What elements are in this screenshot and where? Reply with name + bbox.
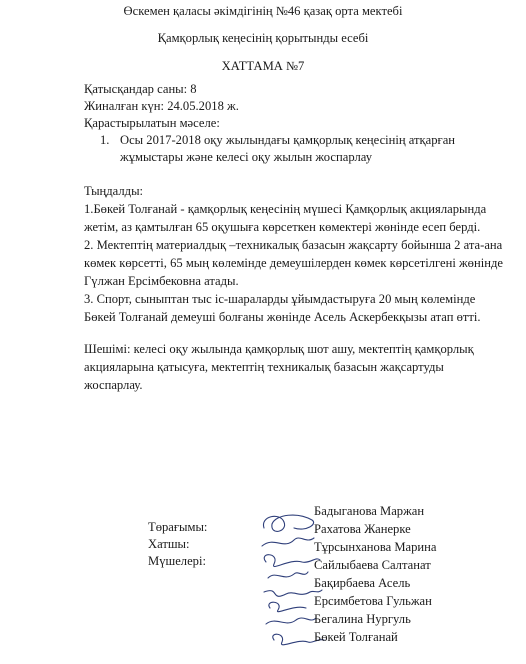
heard-line: көмек көрсетті, 65 мың көлемінде демеушілерден көмек көрсетілгені жөнінде — [84, 256, 503, 270]
school-name: Өскемен қаласы әкімдігінің №46 қазақ орта мектебі — [123, 4, 403, 18]
meeting-date: Жиналған күн: 24.05.2018 ж. — [84, 99, 239, 113]
signature-name: Бөкей Толғанай — [314, 630, 398, 644]
heard-line: 3. Спорт, сыныптан тыс іс-шараларды ұйымдастыруға 20 мың көлемінде — [84, 292, 476, 306]
chair-label: Төрағымы: — [148, 520, 208, 534]
heard-line: жетім, аз қамтылған 65 оқушыға көрсеткен көмектері жөнінде есеп берді. — [84, 220, 481, 234]
decision-line: жоспарлау. — [84, 378, 143, 392]
signature-name: Ерсимбетова Гульжан — [314, 594, 432, 608]
report-title: Қамқорлық кеңесінің қорытынды есебі — [157, 31, 369, 45]
heard-line: 1.Бөкей Толғанай - қамқорлық кеңесінің мүшесі Қамқорлық акцияларында — [84, 202, 487, 216]
decision-line: Шешімі: келесі оқу жылында қамқорлық шот ашу, мектептің қамқорлық — [84, 342, 474, 356]
heard-line: 2. Мектептің материалдық –техникалық базасын жақсарту бойынша 2 ата-ана — [84, 238, 503, 252]
secretary-label: Хатшы: — [148, 537, 190, 551]
signature-name: Тұрсынханова Марина — [314, 540, 437, 554]
heard-title: Тыңдалды: — [84, 184, 144, 198]
participants-count: Қатысқандар саны: 8 — [84, 82, 197, 96]
heard-line: Бөкей Толғанай демеуші болғаны жөнінде Асель Аскербекқызы атап өтті. — [84, 310, 481, 324]
signature-name: Бегалина Нургуль — [314, 612, 411, 626]
heard-line: Гүлжан Ерсімбековна атады. — [84, 274, 239, 288]
agenda-title: Қарастырылатын мәселе: — [84, 116, 220, 130]
protocol-number: ХАТТАМА №7 — [221, 59, 305, 73]
signature-name: Сайлыбаева Салтанат — [314, 558, 431, 572]
signature-name: Бадыганова Маржан — [314, 504, 425, 518]
signature-name: Бақирбаева Асель — [314, 576, 411, 590]
signature-name: Рахатова Жанерке — [314, 522, 411, 536]
agenda-item-number: 1. — [100, 133, 110, 147]
members-label: Мүшелері: — [148, 554, 206, 568]
decision-line: акцияларына қатысуға, мектептің техникалық базасын жақсартуды — [84, 360, 444, 374]
agenda-item-line-2: жұмыстары және келесі оқу жылын жоспарлау — [120, 150, 372, 164]
agenda-item-line-1: Осы 2017-2018 оқу жылындағы қамқорлық кеңесінің атқарған — [120, 133, 456, 147]
